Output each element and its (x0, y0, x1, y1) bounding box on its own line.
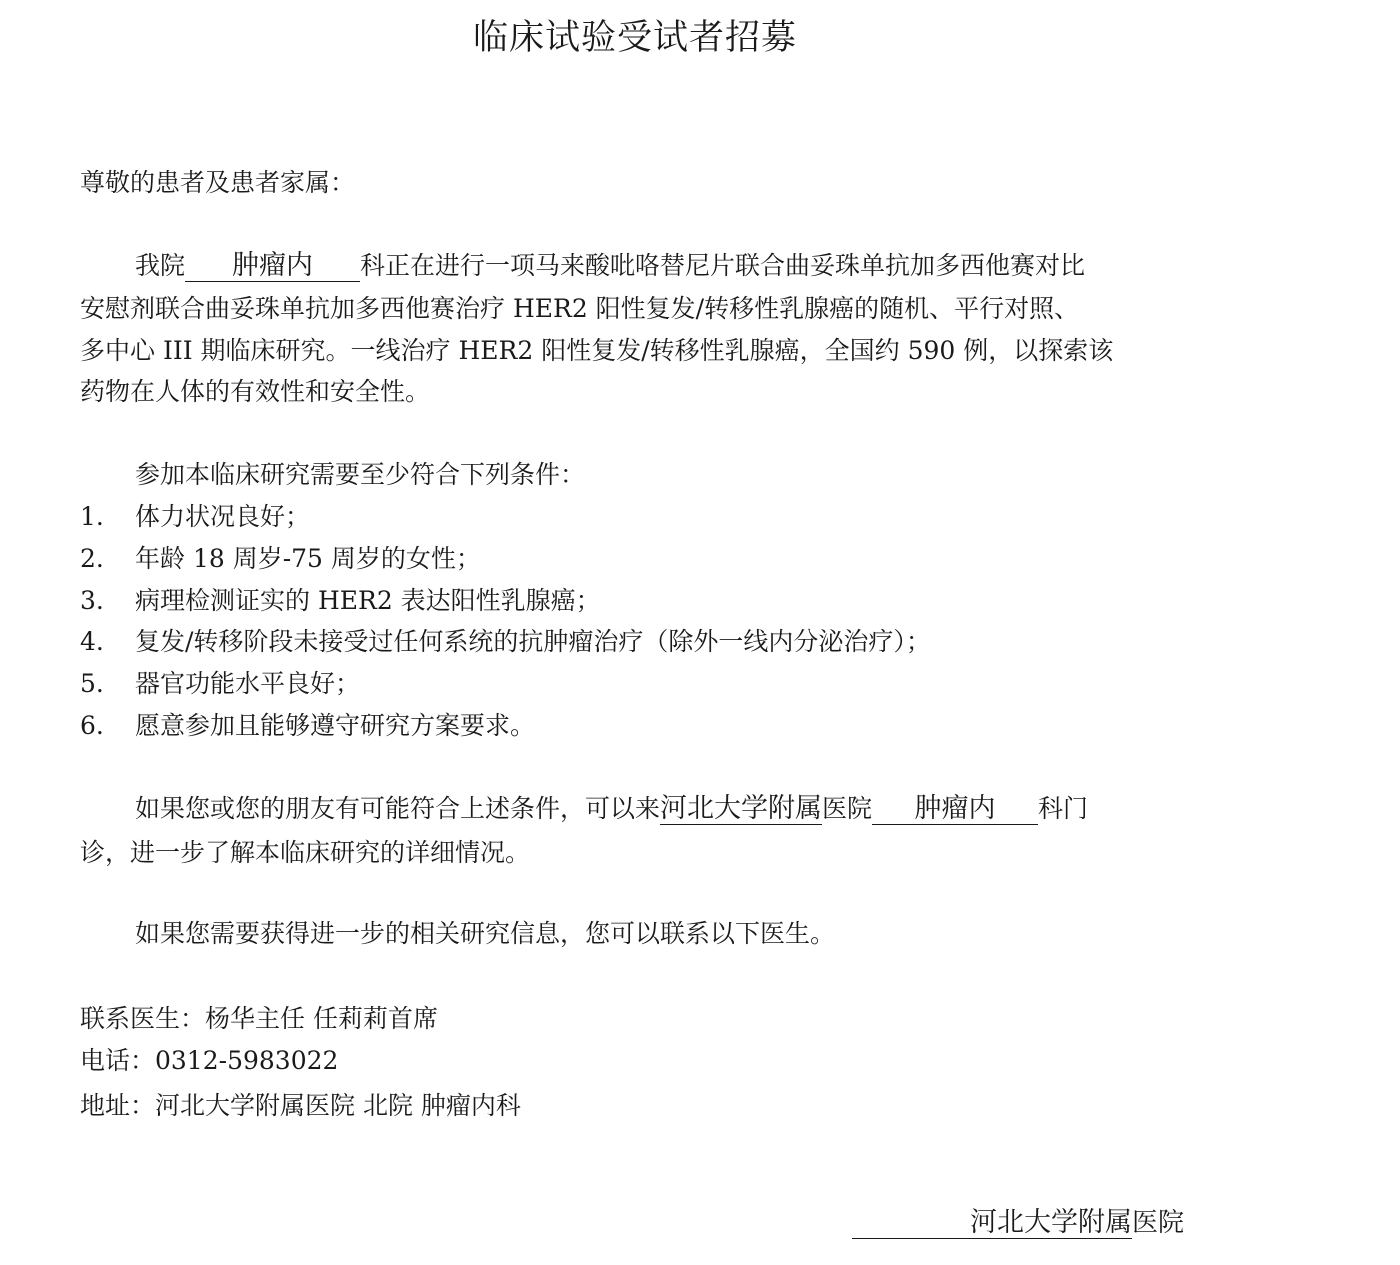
intro-line-2: 安慰剂联合曲妥珠单抗加多西他赛治疗 HER2 阳性复发/转移性乳腺癌的随机、平行对照、 (80, 294, 1080, 323)
visit-line-1 (135, 792, 1088, 826)
visit-suffix: 科门 (1038, 794, 1089, 823)
visit-mid: 医院 (822, 794, 873, 823)
condition-item (80, 542, 481, 576)
condition-text: 病理检测证实的 HER2 表达阳性乳腺癌； (135, 586, 601, 615)
contact-phone: 电话：0312-5983022 (80, 1046, 339, 1075)
intro-line-4: 药物在人体的有效性和安全性。 (80, 377, 431, 406)
condition-text: 器官功能水平良好； (135, 669, 361, 698)
condition-item (80, 500, 310, 534)
contact-doctors: 联系医生：杨华主任 任莉莉首席 (80, 1004, 438, 1033)
contact-address: 地址：河北大学附属医院 北院 肿瘤内科 (80, 1091, 521, 1120)
visit-department-fill-field: 肿瘤内 (872, 794, 1038, 825)
condition-text: 年龄 18 周岁-75 周岁的女性； (135, 544, 481, 573)
condition-item (80, 625, 931, 659)
condition-number: 1. (80, 502, 104, 531)
condition-text: 愿意参加且能够遵守研究方案要求。 (135, 711, 536, 740)
signature-hospital-fill-field: 河北大学附属 (852, 1208, 1132, 1239)
conditions-heading: 参加本临床研究需要至少符合下列条件： (135, 460, 586, 489)
condition-text: 复发/转移阶段未接受过任何系统的抗肿瘤治疗（除外一线内分泌治疗）； (135, 627, 931, 656)
visit-hospital-underlined: 河北大学附属 (660, 793, 823, 824)
intro-line-1 (135, 249, 1085, 283)
intro-line-3: 多中心 III 期临床研究。一线治疗 HER2 阳性复发/转移性乳腺癌，全国约 590 例，以探索该 (80, 336, 1114, 365)
condition-item (80, 584, 601, 618)
condition-number: 5. (80, 669, 104, 698)
department-fill-field: 肿瘤内 (185, 251, 360, 282)
document-title: 临床试验受试者招募 (472, 18, 797, 58)
visit-prefix: 如果您或您的朋友有可能符合上述条件，可以来 (135, 794, 661, 823)
condition-text: 体力状况良好； (135, 502, 311, 531)
intro-line-1-suffix: 科正在进行一项马来酸吡咯替尼片联合曲妥珠单抗加多西他赛对比 (360, 251, 1086, 280)
visit-line-2: 诊，进一步了解本临床研究的详细情况。 (80, 838, 531, 867)
condition-number: 2. (80, 544, 104, 573)
condition-item (80, 709, 535, 743)
signature (852, 1206, 1184, 1240)
condition-number: 6. (80, 711, 104, 740)
signature-suffix: 医院 (1132, 1208, 1185, 1238)
condition-number: 4. (80, 627, 104, 656)
intro-prefix: 我院 (135, 251, 186, 280)
condition-item (80, 667, 360, 701)
more-info: 如果您需要获得进一步的相关研究信息，您可以联系以下医生。 (135, 919, 836, 948)
condition-number: 3. (80, 586, 104, 615)
greeting: 尊敬的患者及患者家属： (80, 168, 356, 197)
